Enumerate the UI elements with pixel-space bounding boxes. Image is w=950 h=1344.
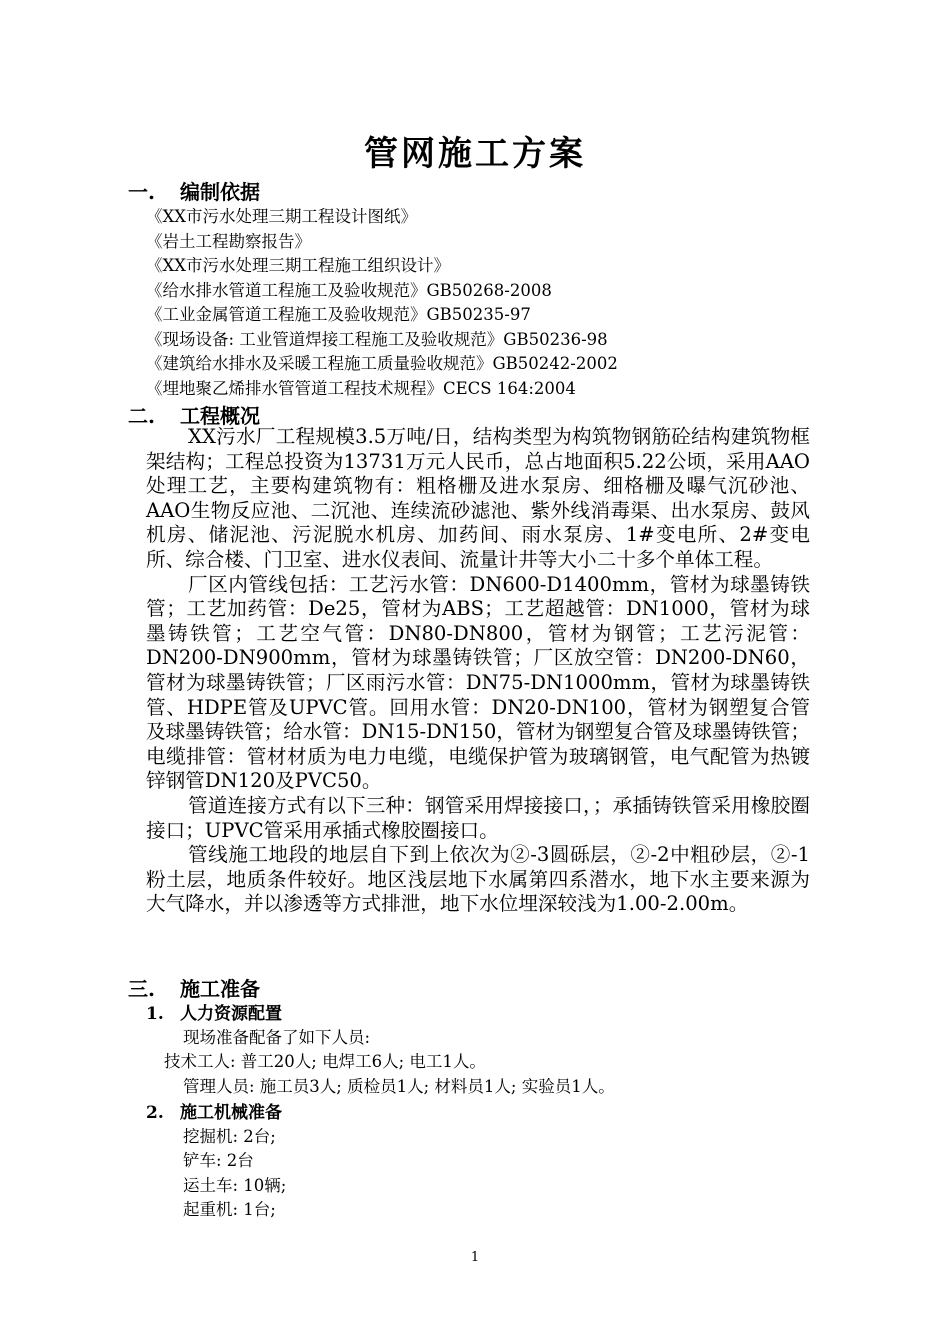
section-title: 工程概况 — [180, 404, 260, 428]
section-number: 二. — [128, 404, 155, 428]
subsection-number: 2. — [146, 1103, 164, 1123]
subsection-number: 1. — [146, 1004, 164, 1024]
reference-item: 《岩土工程勘察报告》 — [146, 232, 311, 251]
machinery-line: 运土车: 10辆; — [183, 1176, 287, 1195]
reference-item: 《XX市污水处理三期工程施工组织设计》 — [146, 256, 450, 275]
machinery-line: 起重机: 1台; — [183, 1200, 276, 1219]
manpower-line: 管理人员: 施工员3人; 质检员1人; 材料员1人; 实验员1人。 — [183, 1077, 615, 1096]
section-heading-preparation — [128, 973, 260, 1002]
section-title: 编制依据 — [180, 180, 260, 204]
document-title: 管网施工方案 — [364, 134, 586, 174]
manpower-line: 现场准备配备了如下人员: — [183, 1028, 371, 1047]
reference-item: 《现场设备: 工业管道焊接工程施工及验收规范》GB50236-98 — [146, 330, 608, 349]
overview-paragraph: 管线施工地段的地层自下到上依次为②-3圆砾层，②-2中粗砂层，②-1粉土层，地质条件较好。地区浅层地下水属第四系潜水，地下水主要来源为大气降水，并以渗透等方式排泄，地下水位埋深较浅为1.00-2.00m。 — [146, 843, 810, 916]
overview-paragraph: 厂区内管线包括：工艺污水管：DN600-D1400mm，管材为球墨铸铁管；工艺加药管：De25，管材为ABS；工艺超越管：DN1000，管材为球墨铸铁管；工艺空气管：DN80-DN800，管材为钢管；工艺污泥管：DN200-DN900mm，管材为球墨铸铁管；厂区放空管：DN200-DN60，管材为球墨铸铁管；厂区雨污水管：DN75-DN1000mm，管材为球墨铸铁管、HDPE管及UPVC管。回用水管：DN20-DN100，管材为钢塑复合管及球墨铸铁管；给水管：DN15-DN150，管材为钢塑复合管及球墨铸铁管；电缆排管：管材材质为电力电缆，电缆保护管为玻璃钢管，电气配管为热镀锌钢管DN120及PVC50。 — [146, 572, 810, 793]
subsection-heading-machinery — [146, 1098, 282, 1123]
reference-item: 《XX市污水处理三期工程设计图纸》 — [146, 207, 417, 226]
machinery-line: 挖掘机: 2台; — [183, 1127, 276, 1146]
overview-paragraph: XX污水厂工程规模3.5万吨/日，结构类型为构筑物钢筋砼结构建筑物框架结构；工程总投资为13731万元人民币，总占地面积5.22公顷，采用AAO处理工艺，主要构建筑物有：粗格栅及进水泵房、细格栅及曝气沉砂池、AAO生物反应池、二沉池、连续流砂滤池、紫外线消毒渠、出水泵房、鼓风机房、储泥池、污泥脱水机房、加药间、雨水泵房、1#变电所、2#变电所、综合楼、门卫室、进水仪表间、流量计井等大小二十多个单体工程。 — [146, 425, 810, 571]
page-number: 1 — [470, 1250, 480, 1265]
reference-item: 《给水排水管道工程施工及验收规范》GB50268-2008 — [146, 281, 552, 300]
reference-item: 《工业金属管道工程施工及验收规范》GB50235-97 — [146, 305, 531, 324]
subsection-title: 人力资源配置 — [180, 1004, 282, 1024]
section-title: 施工准备 — [180, 977, 260, 1001]
reference-item: 《建筑给水排水及采暖工程施工质量验收规范》GB50242-2002 — [146, 354, 618, 373]
overview-paragraph: 管道连接方式有以下三种：钢管采用焊接接口，；承插铸铁管采用橡胶圈接口；UPVC管采用承插式橡胶圈接口。 — [146, 793, 810, 842]
manpower-line: 技术工人: 普工20人; 电焊工6人; 电工1人。 — [164, 1052, 486, 1071]
section-number: 三. — [128, 977, 155, 1001]
machinery-line: 铲车: 2台 — [183, 1151, 254, 1170]
reference-item: 《埋地聚乙烯排水管管道工程技术规程》CECS 164:2004 — [146, 379, 576, 398]
overview-body — [146, 425, 810, 917]
section-number: 一. — [128, 180, 155, 204]
section-heading-basis — [128, 176, 260, 205]
subsection-heading-manpower — [146, 999, 282, 1024]
subsection-title: 施工机械准备 — [180, 1103, 282, 1123]
